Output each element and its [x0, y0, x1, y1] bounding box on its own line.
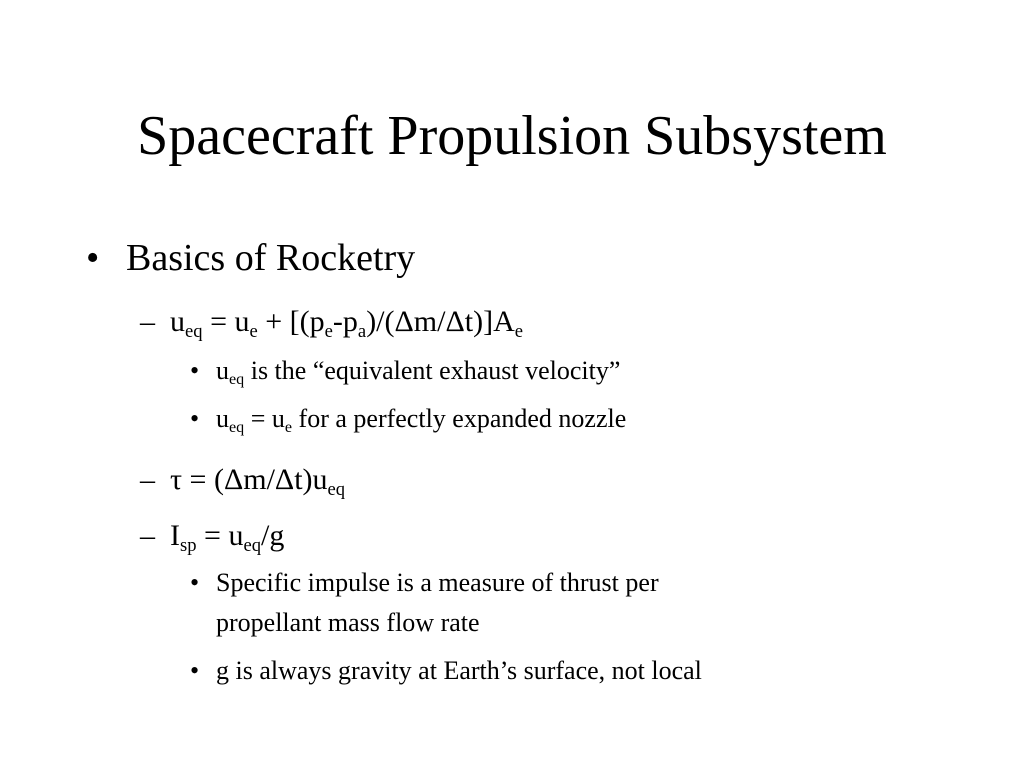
- note-equivalent-exhaust-velocity: $u_{eq}$ is the “equivalent exhaust velocity”: [216, 356, 621, 389]
- note-specific-impulse-line1: Specific impulse is a measure of thrust per: [216, 568, 659, 597]
- bullet-marker: •: [190, 568, 200, 597]
- bullet-marker: •: [190, 404, 200, 433]
- dash-marker: –: [140, 463, 155, 496]
- bullet-marker: •: [190, 656, 200, 685]
- note-specific-impulse-line2: propellant mass flow rate: [216, 608, 480, 637]
- note-perfectly-expanded-nozzle: $u_{eq} = u_e$ for a perfectly expanded nozzle: [216, 404, 627, 437]
- equation-thrust: $\tau = (\Delta m/\Delta t)u_{eq}$: [170, 463, 346, 500]
- bullet-marker: •: [190, 356, 200, 385]
- slide-title: Spacecraft Propulsion Subsystem: [137, 105, 887, 167]
- note-gravity: g is always gravity at Earth’s surface, not local: [216, 656, 702, 685]
- dash-marker: –: [140, 305, 155, 338]
- section-heading: Basics of Rocketry: [126, 237, 416, 279]
- equation-specific-impulse: $I_{sp} = u_{eq}/g$: [170, 519, 285, 556]
- bullet-marker: •: [86, 237, 100, 279]
- equation-equivalent-velocity: $u_{eq} = u_e + [(p_e-p_a)/(\Delta m/\Delta t)]A_e$: [170, 305, 524, 342]
- dash-marker: –: [140, 519, 155, 552]
